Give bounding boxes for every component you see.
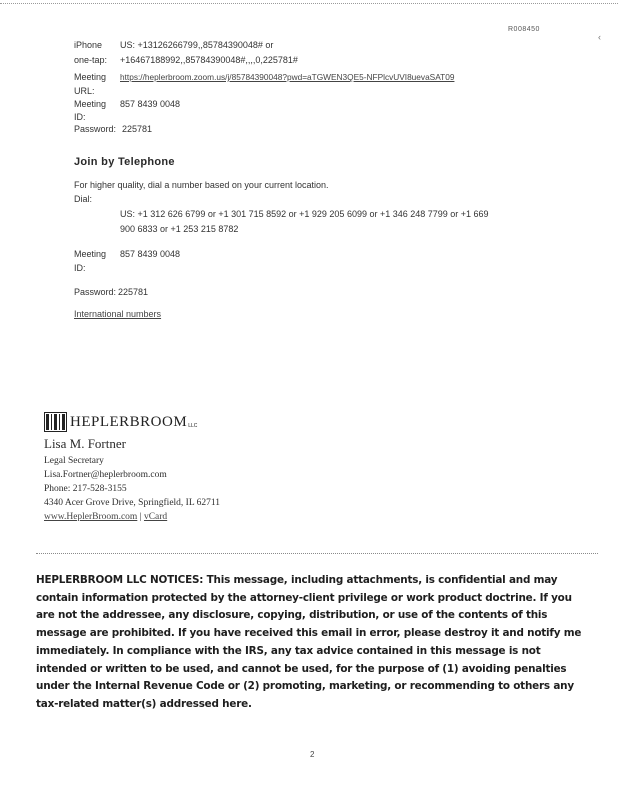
bates-number: R008450 (508, 26, 540, 33)
join-by-telephone-heading: Join by Telephone (74, 156, 175, 168)
meeting-url-link[interactable]: https://heplerbroom.zoom.us/j/85784390048?pwd=aTGWEN3QE5-NFPlcvUVI8uevaSAT09 (120, 72, 455, 82)
one-tap-number: +16467188992,,85784390048#,,,,0,225781# (120, 55, 298, 65)
meeting-id-label-2: ID: (74, 112, 86, 122)
one-tap-label: one-tap: (74, 55, 108, 65)
meeting-id-label: Meeting (74, 99, 107, 109)
signature-email[interactable]: Lisa.Fortner@heplerbroom.com (44, 470, 167, 480)
vcard-link[interactable]: vCard (143, 512, 168, 522)
signature-title: Legal Secretary (44, 456, 104, 466)
notice-divider (36, 553, 598, 554)
password-label: Password: (74, 124, 117, 134)
tel-password-value: 225781 (118, 287, 149, 297)
scan-top-edge (0, 3, 618, 4)
tel-meeting-id-label: Meeting (74, 249, 107, 259)
password-value: 225781 (122, 124, 153, 134)
link-separator: | (137, 512, 144, 522)
dial-numbers-line-1: US: +1 312 626 6799 or +1 301 715 8592 or +1 929 205 6099 or +1 346 248 7799 or +1 669 (120, 209, 489, 219)
tel-password-label: Password: (74, 287, 117, 297)
signature-links (44, 512, 167, 522)
dial-numbers-line-2: 900 6833 or +1 253 215 8782 (120, 224, 239, 234)
logo-mark-icon (44, 412, 67, 432)
confidentiality-notice: HEPLERBROOM LLC NOTICES: This message, including attachments, is confidential and may contain information protected by the attorney-client privilege or work product doctrine. If you are not the addressee, any disclosure, copying, distribution, or use of the contents of this message are prohibited. If you have received this email in error, please destroy it and notify me immediately. In compliance with the IRS, any tax advice contained in this message is not intended or written to be used, and cannot be used, for the purpose of (1) avoiding penalties under the Internal Revenue Code or (2) promoting, marketing, or recommending to others any tax-related matter(s) addressed here. (36, 574, 582, 710)
signature-phone: Phone: 217-528-3155 (44, 484, 127, 494)
logo-text: HEPLERBROOM (70, 413, 188, 430)
signature-address: 4340 Acer Grove Drive, Springfield, IL 62711 (44, 498, 221, 508)
meeting-id-value: 857 8439 0048 (120, 99, 181, 109)
iphone-number: US: +13126266799,,85784390048# or (120, 40, 274, 50)
signature-name: Lisa M. Fortner (44, 436, 126, 451)
page-number: 2 (310, 750, 315, 759)
heplerbroom-logo (44, 412, 197, 432)
dial-intro: For higher quality, dial a number based on your current location. (74, 180, 329, 190)
tel-meeting-id-label-2: ID: (74, 263, 86, 273)
logo-llc: LLC (188, 423, 198, 429)
international-numbers-link[interactable]: International numbers (74, 309, 162, 319)
meeting-url-label-2: URL: (74, 86, 95, 96)
tel-meeting-id-value: 857 8439 0048 (120, 249, 181, 259)
corner-mark: ‹ (598, 32, 601, 42)
dial-label: Dial: (74, 194, 93, 204)
meeting-url-label: Meeting (74, 72, 107, 82)
iphone-label: iPhone (74, 40, 103, 50)
website-link[interactable]: www.HeplerBroom.com (44, 512, 138, 522)
